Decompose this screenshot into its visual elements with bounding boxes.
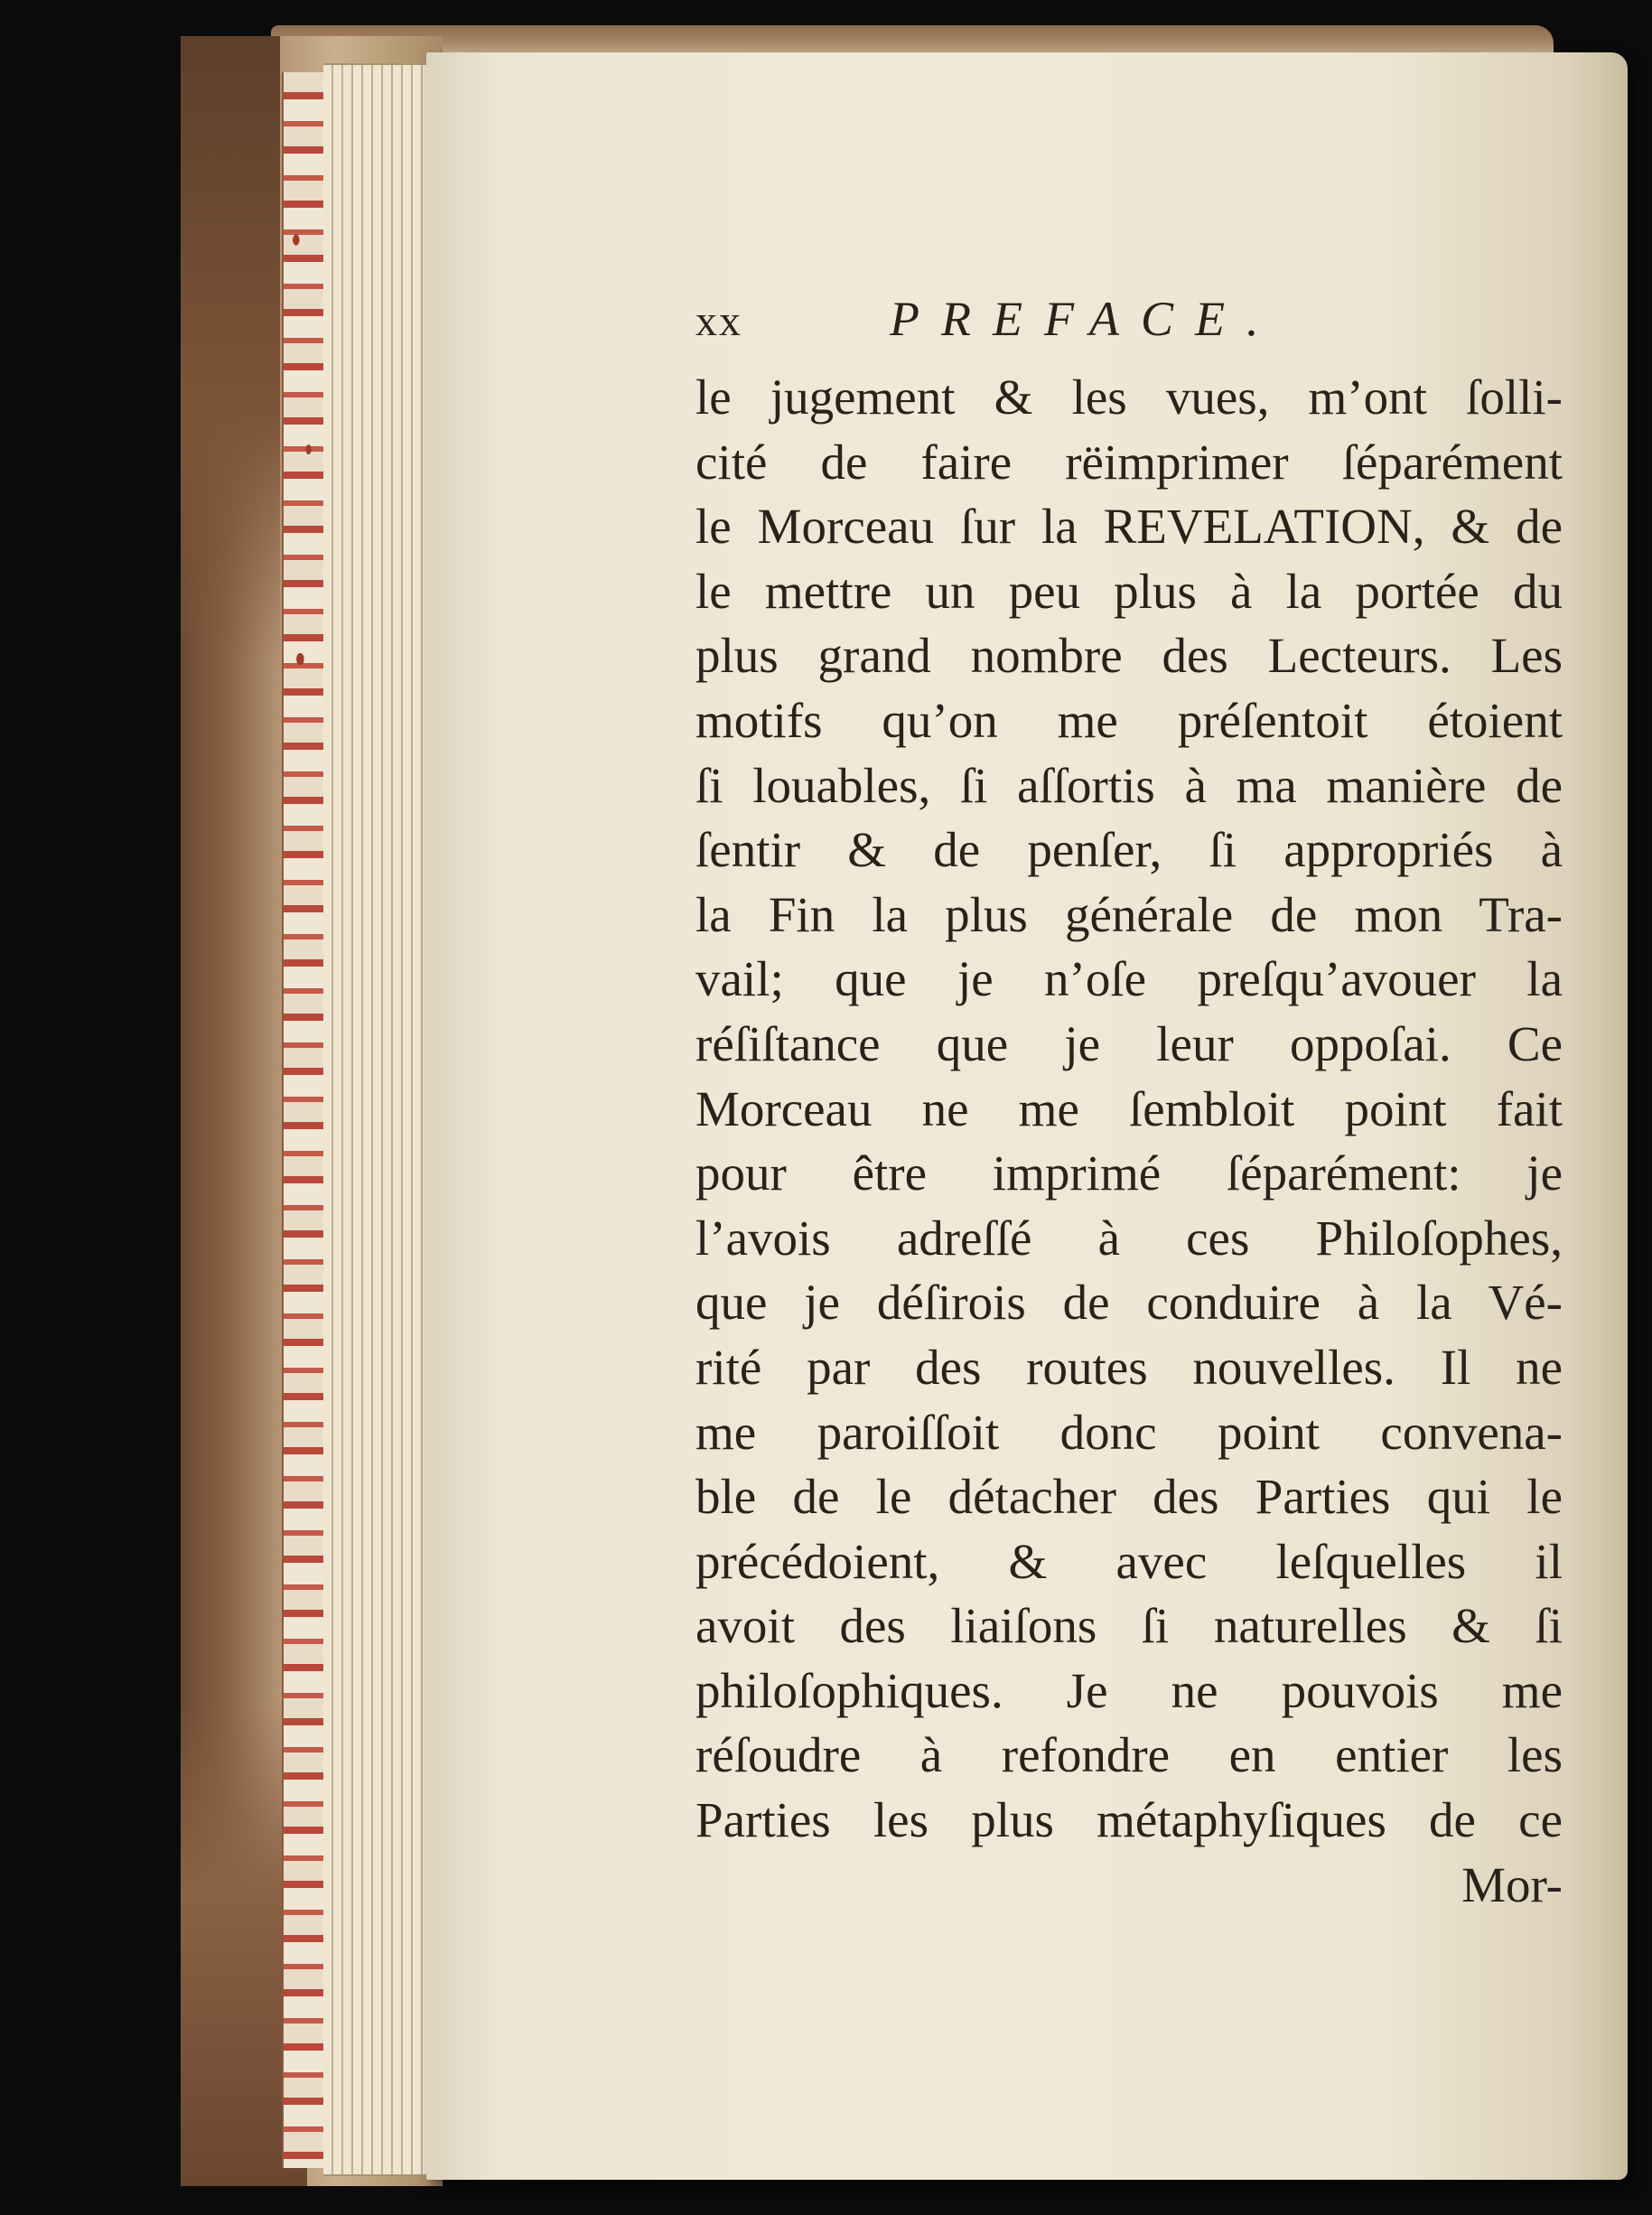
text-line: rité par des routes nouvelles. Il ne [695,1339,1563,1395]
text-line: le jugement & les vues, m’ont ſolli- [695,369,1563,425]
text-line: philoſophiques. Je ne pouvois me [695,1662,1563,1718]
page-stack-edges [323,63,432,2176]
text-line: ſentir & de penſer, ſi appropriés à [695,822,1563,878]
body-text [695,365,1563,1853]
text-line: Parties les plus métaphyſiques de ce [695,1792,1563,1848]
text-line: réſoudre à refondre en entier les [695,1727,1563,1783]
text-line: pour être imprimé ſéparément: je [695,1145,1563,1201]
text-block [695,291,1563,1917]
text-line: le mettre un peu plus à la portée du [695,563,1563,619]
speckled-page-edge [282,72,327,2168]
leather-corner-top [181,36,280,668]
text-line: la Fin la plus générale de mon Tra- [695,886,1563,942]
catchword: Mor- [1461,1856,1563,1912]
text-line: le Morceau ſur la REVELATION, & de [695,499,1563,555]
text-line: l’avois adreſſé à ces Philoſophes, [695,1210,1563,1266]
text-line: avoit des liaiſons ſi naturelles & ſi [695,1598,1563,1654]
running-head [695,291,1563,354]
page-top-edge [271,25,1554,56]
page-number: xx [695,297,742,345]
text-line: précédoient, & avec leſquelles il [695,1533,1563,1589]
text-line: cité de faire rëimprimer ſéparément [695,434,1563,490]
text-line: Morceau ne me ſembloit point fait [695,1080,1563,1136]
text-line: ſi louables, ſi aſſortis à ma manière de [695,757,1563,813]
text-line: plus grand nombre des Lecteurs. Les [695,628,1563,684]
text-line: ble de le détacher des Parties qui le [695,1469,1563,1525]
text-line: réſiſtance que je leur oppoſai. Ce [695,1015,1563,1071]
text-line: que je déſirois de conduire à la Vé- [695,1275,1563,1331]
text-line: me paroiſſoit donc point convena- [695,1404,1563,1460]
text-line: vail; que je n’oſe preſqu’avouer la [695,951,1563,1007]
running-title: PREFACE. [890,292,1281,346]
text-line: motifs qu’on me préſentoit étoient [695,692,1563,748]
